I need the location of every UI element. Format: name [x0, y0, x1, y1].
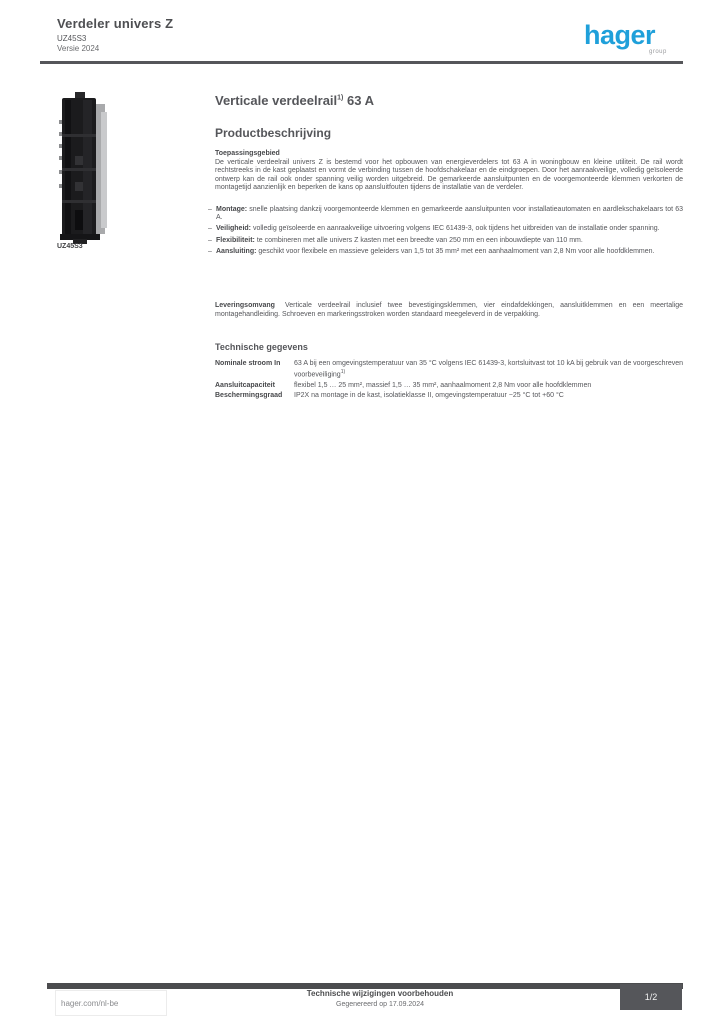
tech-row-label: Nominale stroom In: [215, 360, 281, 367]
feature-text: snelle plaatsing dankzij voorgemonteerde klemmen en gemarkeerde aansluitpunten voor installatieautomaten en aardlekschakelaars tot 63 A.: [216, 206, 683, 222]
feature-lead: Montage:: [216, 206, 248, 213]
product-photo-illustration: [53, 92, 125, 244]
header-product-family: Verdeler univers Z: [57, 16, 174, 31]
description-lead-label: Toepassingsgebied: [215, 150, 280, 157]
feature-text: volledig geïsoleerde en aanraakveilige uitvoering volgens IEC 61439-3, ook tijdens het uitbreiden van de installatie onder spanning.: [252, 225, 660, 233]
tech-row-value: flexibel 1,5 … 25 mm², massief 1,5 … 35 mm², aanhaalmoment 2,8 Nm voor alle hoofdklemmen: [294, 381, 592, 389]
delivery-scope-value: Verticale verdeelrail inclusief twee bevestigingsklemmen, vier eindafdekkingen, aansluitklemmen en een meertalige montagehandleiding. Schroeven en markeringsstroken worden standaard meegeleverd in de verpakking.: [215, 302, 683, 318]
page-title: [215, 93, 374, 108]
header-divider: [40, 61, 683, 64]
section-heading-description: Productbeschrijving: [215, 126, 332, 140]
page-title-text: Verticale verdeelrail: [215, 93, 338, 108]
feature-item: [208, 237, 683, 245]
tech-row-value-text: 63 A bij een omgevingstemperatuur van 35 °C volgens IEC 61439-3, kortsluitvast tot 10 kA bij gebruik van de voorgeschreven voorbeveiliging: [294, 360, 683, 379]
tech-row-label: Aansluitcapaciteit: [215, 381, 275, 389]
product-photo-caption: UZ45S3: [57, 243, 83, 250]
technical-data-table: [215, 360, 683, 400]
section-heading-technical-data: Technische gegevens: [215, 342, 308, 352]
tech-row-value: [294, 360, 683, 380]
footer-note-line2: Gegenereerd op 17.09.2024: [336, 1001, 424, 1008]
feature-item: [208, 225, 683, 233]
description-paragraph: De verticale verdeelrail univers Z is bestemd voor het opbouwen van energieverdelers tot 63 A in woningbouw en kleine utiliteit. De rail wordt rechtstreeks in de kast geplaatst en vormt de verbinding tussen de hoofdschakelaar en de eindgroepen. Door het aanraakveilige, volledig geïsoleerde ontwerp kan de rail ook onder spanning veilig worden uitgebreid. De gemarkeerde aansluitpunten en de voorgemonteerde klemmen verkorten de montagetijd aanzienlijk en beperken de kans op aansluitfouten tijdens de installatie van de verdeler.: [215, 159, 683, 191]
footer-website-link[interactable]: hager.com/nl-be: [61, 998, 119, 1008]
feature-list: [208, 206, 683, 259]
feature-text: te combineren met alle univers Z kasten met een breedte van 250 mm en een inbouwdiepte van 110 mm.: [256, 236, 583, 244]
feature-item: [208, 248, 683, 256]
feature-text: geschikt voor flexibele en massieve geleiders van 1,5 tot 35 mm² met een aanhaalmoment van 2,8 Nm voor alle hoofdklemmen.: [258, 247, 655, 255]
hager-logo-subtext: group: [649, 49, 667, 55]
delivery-scope-label: Leveringsomvang: [215, 302, 275, 309]
page-title-footnote-marker: 1): [337, 94, 344, 102]
tech-row-label: Beschermingsgraad: [215, 391, 283, 399]
tech-row-value: IP2X na montage in de kast, isolatieklasse II, omgevingstemperatuur −25 °C tot +60 °C: [294, 391, 564, 399]
tech-footnote-marker: 1): [340, 369, 346, 376]
footer-note-line1: Technische wijzigingen voorbehouden: [306, 989, 454, 998]
header-reference: UZ45S3: [57, 34, 87, 43]
footer-page-indicator: 1/2: [620, 984, 682, 1010]
footer-notes: [260, 989, 500, 1008]
page-title-rating: 63 A: [347, 93, 374, 108]
feature-lead: Aansluiting:: [216, 247, 257, 255]
feature-lead: Flexibiliteit:: [216, 236, 255, 244]
header-version-note: Versie 2024: [57, 44, 100, 53]
feature-item: [208, 206, 683, 222]
delivery-scope: [215, 302, 683, 319]
feature-lead: Veiligheid:: [216, 225, 252, 233]
product-photo: [53, 92, 125, 244]
footer-website-chip[interactable]: [55, 990, 167, 1016]
hager-logo: hager: [584, 20, 656, 50]
